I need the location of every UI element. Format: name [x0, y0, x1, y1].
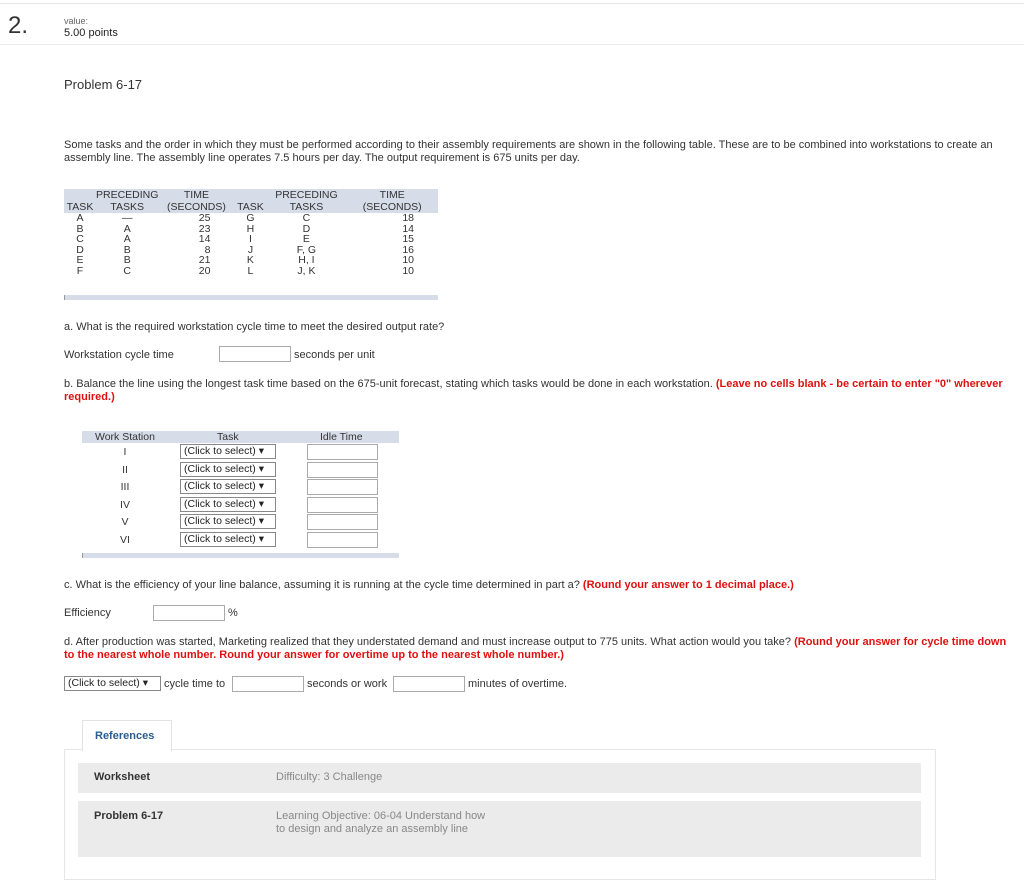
- table-row: [64, 255, 438, 266]
- percent-unit: %: [228, 607, 238, 619]
- dropdown-arrow-icon: ▾: [258, 445, 264, 457]
- task-cell: F: [76, 264, 84, 277]
- action-select[interactable]: [64, 676, 161, 691]
- part-b-question: [64, 378, 1014, 404]
- efficiency-label: Efficiency: [64, 607, 111, 619]
- dropdown-arrow-icon: ▾: [258, 480, 264, 492]
- task-select[interactable]: [180, 497, 276, 512]
- part-c-text: c. What is the efficiency of your line balance, assuming it is running at the cycle time determined in part a?: [64, 579, 580, 591]
- task-cell: E: [76, 254, 84, 266]
- task-cell: K: [246, 254, 254, 266]
- col-header: (SECONDS): [346, 201, 438, 213]
- task-cell: D: [76, 243, 84, 256]
- col-header-task: Task: [217, 431, 239, 443]
- station-label: IV: [120, 499, 130, 511]
- task-cell: J: [247, 243, 254, 256]
- part-d-note: (Round your answer for cycle time down to the nearest whole number. Round your answer for overtime up to the nearest whole number.): [64, 636, 1007, 661]
- reference-key: Worksheet: [94, 771, 151, 783]
- dropdown-arrow-icon: ▾: [142, 677, 148, 689]
- time-cell: 15: [402, 233, 414, 245]
- efficiency-input[interactable]: [153, 605, 225, 621]
- overtime-input[interactable]: [393, 676, 465, 692]
- cycle-time-label: Workstation cycle time: [64, 349, 174, 361]
- table-footer-tick: [64, 295, 65, 300]
- part-c-note: (Round your answer to 1 decimal place.): [582, 579, 794, 591]
- points-value: 5.00 points: [64, 27, 118, 39]
- cycle-time-to-label: cycle time to: [164, 678, 226, 690]
- preceding-cell: C: [302, 212, 311, 224]
- idle-time-input[interactable]: [307, 514, 378, 530]
- part-b-text: b. Balance the line using the longest task time based on the 675-unit forecast, stating which tasks would be done in each workstation.: [64, 378, 713, 390]
- reference-row: [78, 763, 921, 793]
- idle-time-input[interactable]: [307, 479, 378, 495]
- task-select[interactable]: [180, 444, 276, 459]
- top-divider: [0, 3, 1024, 4]
- workstation-table-footer-tick: [82, 553, 83, 558]
- select-label: (Click to select): [184, 445, 256, 457]
- select-label: (Click to select): [184, 533, 256, 545]
- select-label: (Click to select): [184, 480, 256, 492]
- time-cell: 8: [204, 243, 211, 256]
- table-row: [64, 213, 438, 224]
- col-header: PRECEDING: [266, 189, 346, 201]
- select-label: (Click to select): [184, 463, 256, 475]
- references-tab[interactable]: [82, 720, 172, 751]
- header-divider: [0, 44, 1024, 45]
- idle-time-input[interactable]: [307, 444, 378, 460]
- task-cell: H: [246, 222, 255, 235]
- time-cell: 16: [402, 243, 414, 256]
- dropdown-arrow-icon: ▾: [258, 515, 264, 527]
- col-header: TASK: [64, 201, 96, 213]
- time-cell: 14: [402, 222, 414, 235]
- idle-time-input[interactable]: [307, 497, 378, 513]
- preceding-cell: D: [302, 222, 311, 235]
- problem-title: Problem 6-17: [64, 77, 143, 92]
- preceding-cell: A: [123, 222, 131, 235]
- reference-value: Difficulty: 3 Challenge: [276, 771, 383, 783]
- minutes-overtime-label: minutes of overtime.: [468, 678, 568, 690]
- problem-intro: Some tasks and the order in which they must be performed according to their assembly requirements are shown in the following table. These are to be combined into workstations to create an assembly line. The assembly line operates 7.5 hours per day. The output requirement is 675 units per day.: [64, 139, 993, 164]
- new-cycle-time-input[interactable]: [232, 676, 304, 692]
- task-cell: B: [76, 222, 84, 235]
- task-cell: G: [246, 212, 255, 224]
- part-a-question: a. What is the required workstation cycle time to meet the desired output rate?: [64, 321, 445, 333]
- task-cell: A: [76, 212, 84, 224]
- cycle-time-unit: seconds per unit: [294, 349, 375, 361]
- time-cell: 23: [198, 222, 211, 235]
- task-select[interactable]: [180, 462, 276, 477]
- time-cell: 18: [402, 212, 414, 224]
- time-cell: 10: [402, 264, 414, 277]
- workstation-table-footer-bar: [82, 553, 399, 558]
- station-label: II: [122, 464, 128, 476]
- table-row: [64, 234, 438, 245]
- preceding-cell: —: [121, 212, 133, 224]
- table-header-row-1: [64, 189, 438, 201]
- idle-time-input[interactable]: [307, 532, 378, 548]
- station-label: III: [120, 481, 130, 493]
- reference-value: Learning Objective: 06-04 Understand how to design and analyze an assembly line: [276, 810, 486, 835]
- seconds-or-work-label: seconds or work: [307, 678, 388, 690]
- time-cell: 14: [198, 233, 211, 245]
- time-cell: 21: [198, 254, 211, 266]
- col-header: (SECONDS): [158, 201, 234, 213]
- col-header: TIME: [158, 189, 234, 201]
- col-header: TASK: [234, 201, 266, 213]
- dropdown-arrow-icon: ▾: [258, 533, 264, 545]
- col-header-work-station: Work Station: [95, 431, 155, 443]
- select-label: (Click to select): [184, 498, 256, 510]
- station-label: VI: [120, 534, 130, 546]
- station-label: I: [123, 446, 127, 458]
- task-cell: C: [76, 233, 84, 245]
- precedence-table: [64, 189, 438, 276]
- part-c-question: [64, 579, 1014, 592]
- time-cell: 25: [198, 212, 211, 224]
- station-label: V: [121, 516, 129, 528]
- reference-key: Problem 6-17: [94, 810, 164, 822]
- part-b-note: (Leave no cells blank - be certain to enter "0" wherever required.): [64, 378, 1003, 403]
- part-d-question: [64, 636, 1014, 662]
- time-cell: 20: [198, 264, 211, 277]
- time-cell: 10: [402, 254, 414, 266]
- col-header: TASKS: [96, 201, 158, 213]
- task-cell: L: [247, 264, 254, 277]
- col-header-idle-time: Idle Time: [320, 431, 363, 443]
- dropdown-arrow-icon: ▾: [258, 463, 264, 475]
- col-header: PRECEDING: [96, 189, 159, 201]
- task-select[interactable]: [180, 532, 276, 547]
- col-header: TASKS: [266, 201, 346, 213]
- part-d-text: d. After production was started, Marketing realized that they understated demand and must increase output to 775 units. What action would you take?: [64, 636, 792, 648]
- question-number: 2.: [8, 12, 29, 39]
- idle-time-input[interactable]: [307, 462, 378, 478]
- preceding-cell: J, K: [297, 264, 316, 277]
- preceding-cell: B: [123, 254, 131, 266]
- col-header: TIME: [346, 189, 438, 201]
- dropdown-arrow-icon: ▾: [258, 498, 264, 510]
- table-footer-bar: [64, 295, 438, 300]
- select-label: (Click to select): [68, 677, 140, 689]
- task-cell: I: [248, 233, 252, 245]
- col-header: [234, 189, 266, 201]
- preceding-cell: A: [123, 233, 131, 245]
- preceding-cell: E: [302, 233, 310, 245]
- select-label: (Click to select): [184, 515, 256, 527]
- col-header: [64, 189, 96, 201]
- preceding-cell: B: [123, 243, 131, 256]
- task-select[interactable]: [180, 514, 276, 529]
- task-select[interactable]: [180, 479, 276, 494]
- reference-row: [78, 801, 921, 857]
- preceding-cell: H, I: [298, 254, 315, 266]
- table-row: [64, 266, 438, 277]
- preceding-cell: F, G: [296, 243, 317, 256]
- cycle-time-input[interactable]: [219, 346, 291, 362]
- value-label: value:: [64, 16, 89, 26]
- references-tab-label: References: [95, 730, 155, 742]
- preceding-cell: C: [123, 264, 132, 277]
